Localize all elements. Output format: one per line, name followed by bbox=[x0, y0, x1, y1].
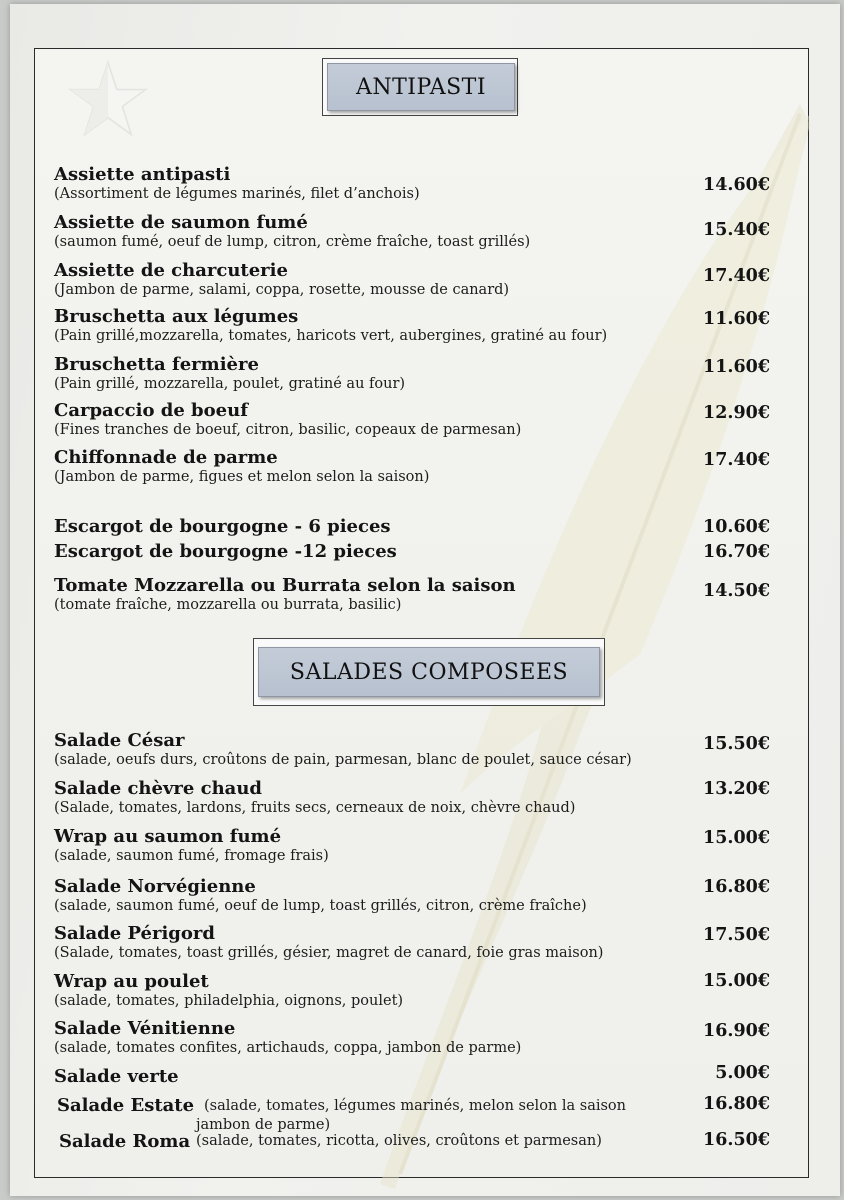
item-name: Wrap au poulet bbox=[54, 971, 209, 992]
list-item bbox=[54, 260, 784, 298]
item-description: (salade, saumon fumé, oeuf de lump, toast grillés, citron, crème fraîche) bbox=[54, 898, 587, 914]
item-price: 14.50€ bbox=[703, 581, 770, 601]
list-item bbox=[54, 447, 784, 485]
item-price: 17.40€ bbox=[703, 450, 770, 470]
item-name: Escargot de bourgogne -12 pieces bbox=[54, 541, 397, 562]
item-description: (Jambon de parme, figues et melon selon la saison) bbox=[54, 469, 430, 485]
item-name: Assiette antipasti bbox=[54, 164, 231, 185]
item-price: 15.00€ bbox=[703, 971, 770, 991]
item-price: 10.60€ bbox=[703, 517, 770, 537]
item-description: (Assortiment de légumes marinés, filet d’anchois) bbox=[54, 186, 420, 202]
list-item bbox=[54, 826, 784, 864]
item-price: 17.50€ bbox=[703, 925, 770, 945]
list-item bbox=[54, 1066, 784, 1087]
list-item bbox=[54, 971, 784, 1009]
star-icon bbox=[66, 60, 150, 140]
item-name: Salade César bbox=[54, 730, 185, 751]
item-description: (Pain grillé,mozzarella, tomates, haricots vert, aubergines, gratiné au four) bbox=[54, 328, 608, 344]
list-item bbox=[54, 400, 784, 438]
item-price: 5.00€ bbox=[715, 1063, 770, 1083]
item-price: 14.60€ bbox=[703, 175, 770, 195]
item-price: 11.60€ bbox=[703, 357, 770, 377]
list-item bbox=[54, 354, 784, 392]
item-name: Bruschetta fermière bbox=[54, 354, 259, 375]
item-name: Tomate Mozzarella ou Burrata selon la saison bbox=[54, 575, 516, 596]
list-item bbox=[54, 876, 784, 914]
item-description: (salade, tomates confites, artichauds, coppa, jambon de parme) bbox=[54, 1040, 522, 1056]
item-description: (Jambon de parme, salami, coppa, rosette, mousse de canard) bbox=[54, 282, 510, 298]
item-description: (Fines tranches de boeuf, citron, basilic, copeaux de parmesan) bbox=[54, 422, 522, 438]
item-description: (salade, tomates, ricotta, olives, croûtons et parmesan) bbox=[196, 1133, 602, 1149]
item-description: (salade, oeufs durs, croûtons de pain, parmesan, blanc de poulet, sauce césar) bbox=[54, 752, 632, 768]
item-price: 12.90€ bbox=[703, 403, 770, 423]
item-price: 11.60€ bbox=[703, 309, 770, 329]
item-description: (salade, tomates, philadelphia, oignons, poulet) bbox=[54, 993, 404, 1009]
list-item bbox=[54, 516, 784, 537]
item-price: 16.80€ bbox=[703, 877, 770, 897]
section-header-salades bbox=[253, 638, 605, 706]
list-item bbox=[54, 778, 784, 816]
item-price: 17.40€ bbox=[703, 266, 770, 286]
item-name: Bruschetta aux légumes bbox=[54, 306, 299, 327]
item-name: Chiffonnade de parme bbox=[54, 447, 278, 468]
item-description: (salade, saumon fumé, fromage frais) bbox=[54, 848, 329, 864]
item-name: Salade verte bbox=[54, 1066, 179, 1087]
item-name: Salade Estate bbox=[57, 1095, 195, 1116]
list-item bbox=[54, 575, 784, 613]
item-price: 16.70€ bbox=[703, 542, 770, 562]
list-item bbox=[54, 730, 784, 768]
list-item bbox=[54, 164, 784, 202]
list-item bbox=[54, 1018, 784, 1056]
item-description: (Salade, tomates, toast grillés, gésier, magret de canard, foie gras maison) bbox=[54, 945, 604, 961]
item-description: (salade, tomates, légumes marinés, melon selon la saison bbox=[204, 1098, 626, 1114]
item-price: 16.90€ bbox=[703, 1021, 770, 1041]
item-price: 13.20€ bbox=[703, 779, 770, 799]
item-description: (saumon fumé, oeuf de lump, citron, crème fraîche, toast grillés) bbox=[54, 234, 531, 250]
list-item bbox=[54, 923, 784, 961]
section-title: ANTIPASTI bbox=[327, 63, 515, 111]
item-name: Wrap au saumon fumé bbox=[54, 826, 282, 847]
item-name: Salade chèvre chaud bbox=[54, 778, 263, 799]
list-item bbox=[54, 212, 784, 250]
item-name: Assiette de charcuterie bbox=[54, 260, 288, 281]
item-name: Carpaccio de boeuf bbox=[54, 400, 248, 421]
item-name: Salade Roma bbox=[59, 1131, 191, 1152]
item-price: 15.40€ bbox=[703, 220, 770, 240]
item-price: 16.50€ bbox=[703, 1130, 770, 1150]
list-item bbox=[54, 306, 784, 344]
list-item bbox=[54, 541, 784, 562]
section-title: SALADES COMPOSEES bbox=[258, 647, 600, 697]
item-name: Escargot de bourgogne - 6 pieces bbox=[54, 516, 391, 537]
item-price: 15.00€ bbox=[703, 828, 770, 848]
item-price: 15.50€ bbox=[703, 734, 770, 754]
item-description: (tomate fraîche, mozzarella ou burrata, basilic) bbox=[54, 597, 402, 613]
item-name: Salade Norvégienne bbox=[54, 876, 256, 897]
item-description: (Pain grillé, mozzarella, poulet, gratiné au four) bbox=[54, 376, 406, 392]
item-description-continued: jambon de parme) bbox=[196, 1117, 331, 1133]
item-description: (Salade, tomates, lardons, fruits secs, cerneaux de noix, chèvre chaud) bbox=[54, 800, 576, 816]
item-name: Assiette de saumon fumé bbox=[54, 212, 308, 233]
item-name: Salade Vénitienne bbox=[54, 1018, 236, 1039]
menu-sheet bbox=[10, 4, 840, 1196]
item-price: 16.80€ bbox=[703, 1094, 770, 1114]
section-header-antipasti bbox=[322, 58, 518, 116]
item-name: Salade Périgord bbox=[54, 923, 215, 944]
